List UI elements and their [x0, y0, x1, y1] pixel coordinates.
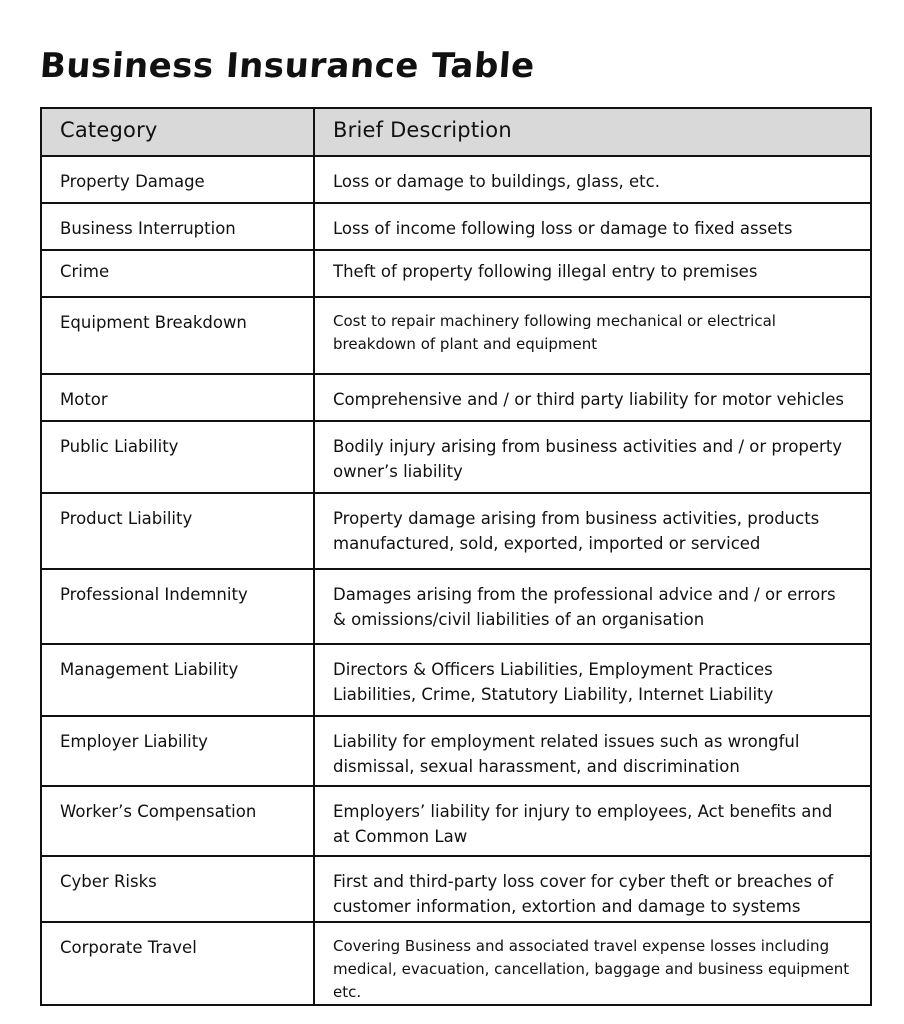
- category-cell: Property Damage: [41, 156, 314, 203]
- category-cell: Corporate Travel: [41, 922, 314, 1005]
- category-cell: Business Interruption: [41, 203, 314, 250]
- description-cell: Theft of property following illegal entry to premises: [314, 250, 871, 297]
- page-title: Business Insurance Table: [38, 46, 537, 86]
- category-cell: Management Liability: [41, 644, 314, 716]
- table-row: [41, 644, 871, 716]
- description-cell: Liability for employment related issues such as wrongful dismissal, sexual harassment, and discrimination: [314, 716, 871, 786]
- category-cell: Equipment Breakdown: [41, 297, 314, 374]
- category-cell: Public Liability: [41, 421, 314, 493]
- table-row: [41, 856, 871, 922]
- description-cell: Covering Business and associated travel expense losses including medical, evacuation, cancellation, baggage and business equipment etc.: [314, 922, 871, 1005]
- description-cell: Cost to repair machinery following mechanical or electrical breakdown of plant and equipment: [314, 297, 871, 374]
- table-row: [41, 421, 871, 493]
- description-cell: Bodily injury arising from business activities and / or property owner’s liability: [314, 421, 871, 493]
- table-row: [41, 716, 871, 786]
- description-cell: Property damage arising from business activities, products manufactured, sold, exported, imported or serviced: [314, 493, 871, 569]
- category-cell: Product Liability: [41, 493, 314, 569]
- category-cell: Professional Indemnity: [41, 569, 314, 644]
- description-cell: Employers’ liability for injury to employees, Act benefits and at Common Law: [314, 786, 871, 856]
- description-cell: Comprehensive and / or third party liability for motor vehicles: [314, 374, 871, 421]
- description-cell: Directors & Officers Liabilities, Employment Practices Liabilities, Crime, Statutory Liability, Internet Liability: [314, 644, 871, 716]
- column-header-category: Category: [41, 108, 314, 156]
- table-row: [41, 922, 871, 1005]
- category-cell: Worker’s Compensation: [41, 786, 314, 856]
- insurance-table: [40, 107, 872, 1006]
- category-cell: Motor: [41, 374, 314, 421]
- description-cell: Loss or damage to buildings, glass, etc.: [314, 156, 871, 203]
- column-header-description: Brief Description: [314, 108, 871, 156]
- table-row: [41, 203, 871, 250]
- table-row: [41, 297, 871, 374]
- table-row: [41, 786, 871, 856]
- table-row: [41, 569, 871, 644]
- table-row: [41, 493, 871, 569]
- category-cell: Crime: [41, 250, 314, 297]
- category-cell: Cyber Risks: [41, 856, 314, 922]
- table-row: [41, 250, 871, 297]
- table-header-row: [41, 108, 871, 156]
- description-cell: Damages arising from the professional advice and / or errors & omissions/civil liabilities of an organisation: [314, 569, 871, 644]
- table-row: [41, 156, 871, 203]
- description-cell: First and third-party loss cover for cyber theft or breaches of customer information, extortion and damage to systems: [314, 856, 871, 922]
- category-cell: Employer Liability: [41, 716, 314, 786]
- table-row: [41, 374, 871, 421]
- description-cell: Loss of income following loss or damage to fixed assets: [314, 203, 871, 250]
